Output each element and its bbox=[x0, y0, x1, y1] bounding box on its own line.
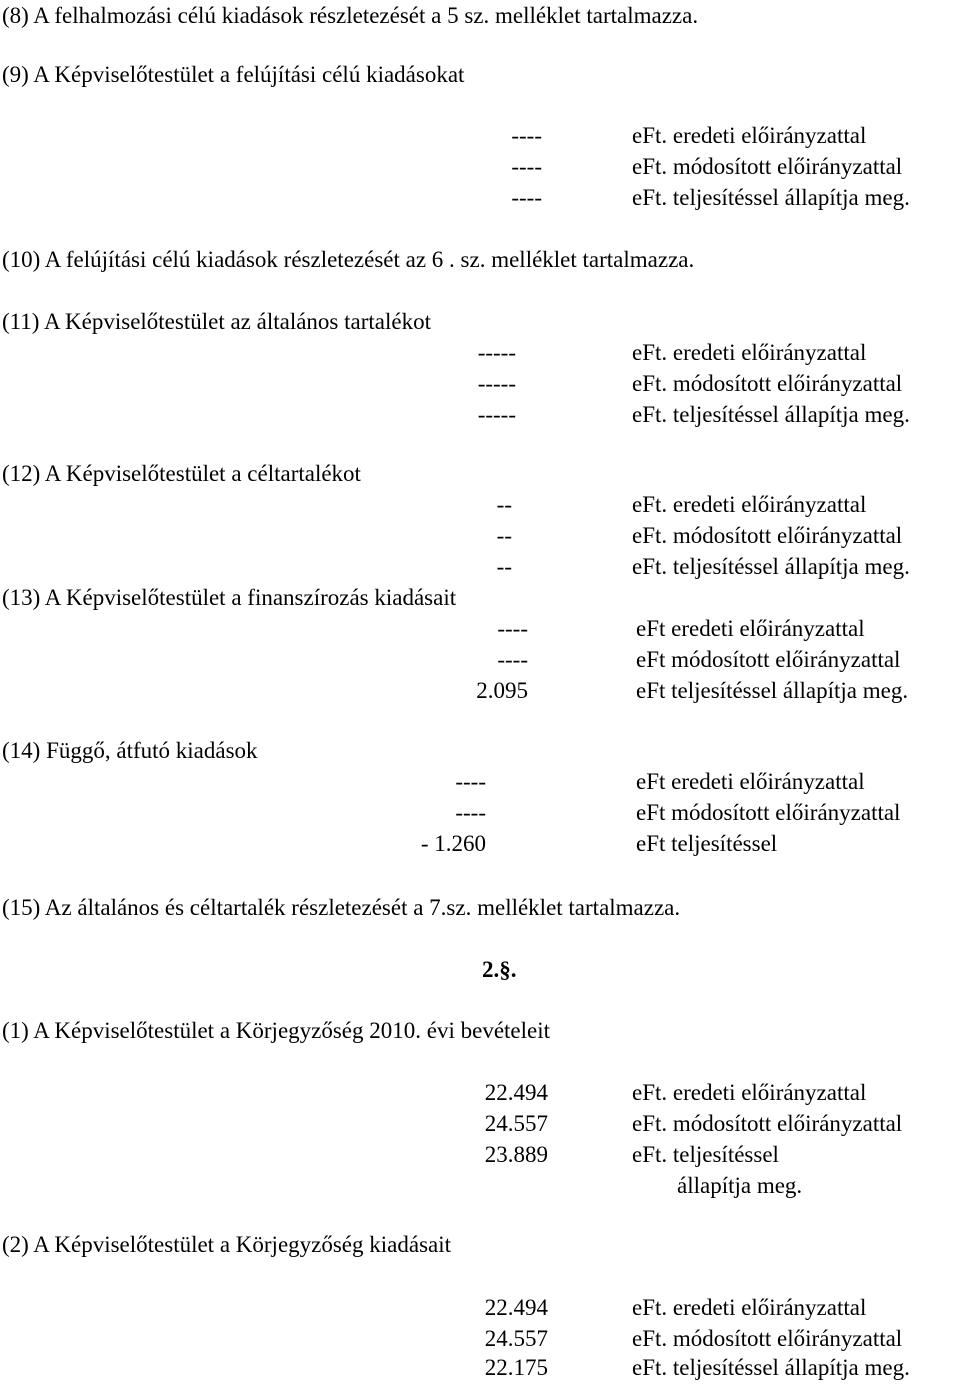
b9-value-1: ---- bbox=[511, 123, 542, 148]
paragraph-9: (9) A Képviselőtestület a felújítási célú kiadásokat bbox=[2, 62, 465, 87]
paragraph-15: (15) Az általános és céltartalék részletezését a 7.sz. melléklet tartalmazza. bbox=[2, 895, 681, 920]
b11-value-1: ----- bbox=[477, 340, 516, 365]
paragraph-12: (12) A Képviselőtestület a céltartalékot bbox=[2, 461, 361, 486]
b22-label-2: eFt. módosított előirányzattal bbox=[632, 1326, 903, 1351]
b11-label-1: eFt. eredeti előirányzattal bbox=[632, 340, 867, 365]
b21-value-3: 23.889 bbox=[484, 1142, 548, 1167]
b22-value-2: 24.557 bbox=[484, 1326, 548, 1351]
b21-label-1: eFt. eredeti előirányzattal bbox=[632, 1080, 867, 1105]
b22-label-3: eFt. teljesítéssel állapítja meg. bbox=[632, 1355, 910, 1380]
b12-value-1: -- bbox=[496, 492, 512, 517]
b14-label-3: eFt teljesítéssel bbox=[636, 831, 778, 856]
b12-value-3: -- bbox=[496, 554, 512, 579]
b12-value-2: -- bbox=[496, 523, 512, 548]
b14-label-2: eFt módosított előirányzattal bbox=[636, 800, 901, 825]
b11-label-2: eFt. módosított előirányzattal bbox=[632, 371, 903, 396]
b21-value-1: 22.494 bbox=[484, 1080, 548, 1105]
b13-value-1: ---- bbox=[497, 616, 528, 641]
b11-label-3: eFt. teljesítéssel állapítja meg. bbox=[632, 402, 910, 427]
paragraph-14: (14) Függő, átfutó kiadások bbox=[2, 738, 258, 763]
b13-label-2: eFt módosított előirányzattal bbox=[636, 647, 901, 672]
b14-value-3: - 1.260 bbox=[420, 831, 486, 856]
b13-label-1: eFt eredeti előirányzattal bbox=[636, 616, 865, 641]
b14-value-2: ---- bbox=[455, 800, 486, 825]
b12-label-3: eFt. teljesítéssel állapítja meg. bbox=[632, 554, 910, 579]
b9-value-2: ---- bbox=[511, 154, 542, 179]
paragraph-11: (11) A Képviselőtestület az általános tartalékot bbox=[2, 309, 431, 334]
b12-label-2: eFt. módosított előirányzattal bbox=[632, 523, 903, 548]
paragraph-8: (8) A felhalmozási célú kiadások részletezését a 5 sz. melléklet tartalmazza. bbox=[2, 3, 699, 28]
b11-value-3: ----- bbox=[477, 402, 516, 427]
b9-value-3: ---- bbox=[511, 185, 542, 210]
b22-value-3: 22.175 bbox=[484, 1355, 548, 1380]
b22-value-1: 22.494 bbox=[484, 1295, 548, 1320]
b21-label-4: állapítja meg. bbox=[677, 1173, 803, 1198]
b13-value-2: ---- bbox=[497, 647, 528, 672]
b12-label-1: eFt. eredeti előirányzattal bbox=[632, 492, 867, 517]
b9-label-3: eFt. teljesítéssel állapítja meg. bbox=[632, 185, 910, 210]
b11-value-2: ----- bbox=[477, 371, 516, 396]
section2-paragraph-2: (2) A Képviselőtestület a Körjegyzőség kiadásait bbox=[2, 1232, 452, 1257]
paragraph-13: (13) A Képviselőtestület a finanszírozás kiadásait bbox=[2, 585, 457, 610]
b22-label-1: eFt. eredeti előirányzattal bbox=[632, 1295, 867, 1320]
b9-label-2: eFt. módosított előirányzattal bbox=[632, 154, 903, 179]
b14-label-1: eFt eredeti előirányzattal bbox=[636, 769, 865, 794]
b21-value-2: 24.557 bbox=[484, 1111, 548, 1136]
b9-label-1: eFt. eredeti előirányzattal bbox=[632, 123, 867, 148]
b21-label-2: eFt. módosított előirányzattal bbox=[632, 1111, 903, 1136]
b14-value-1: ---- bbox=[455, 769, 486, 794]
section2-paragraph-1: (1) A Képviselőtestület a Körjegyzőség 2010. évi bevételeit bbox=[2, 1018, 551, 1043]
b21-label-3: eFt. teljesítéssel bbox=[632, 1142, 779, 1167]
paragraph-10: (10) A felújítási célú kiadások részletezését az 6 . sz. melléklet tartalmazza. bbox=[2, 247, 695, 272]
section-heading: 2.§. bbox=[482, 957, 517, 982]
b13-value-3: 2.095 bbox=[476, 678, 528, 703]
b13-label-3: eFt teljesítéssel állapítja meg. bbox=[636, 678, 909, 703]
